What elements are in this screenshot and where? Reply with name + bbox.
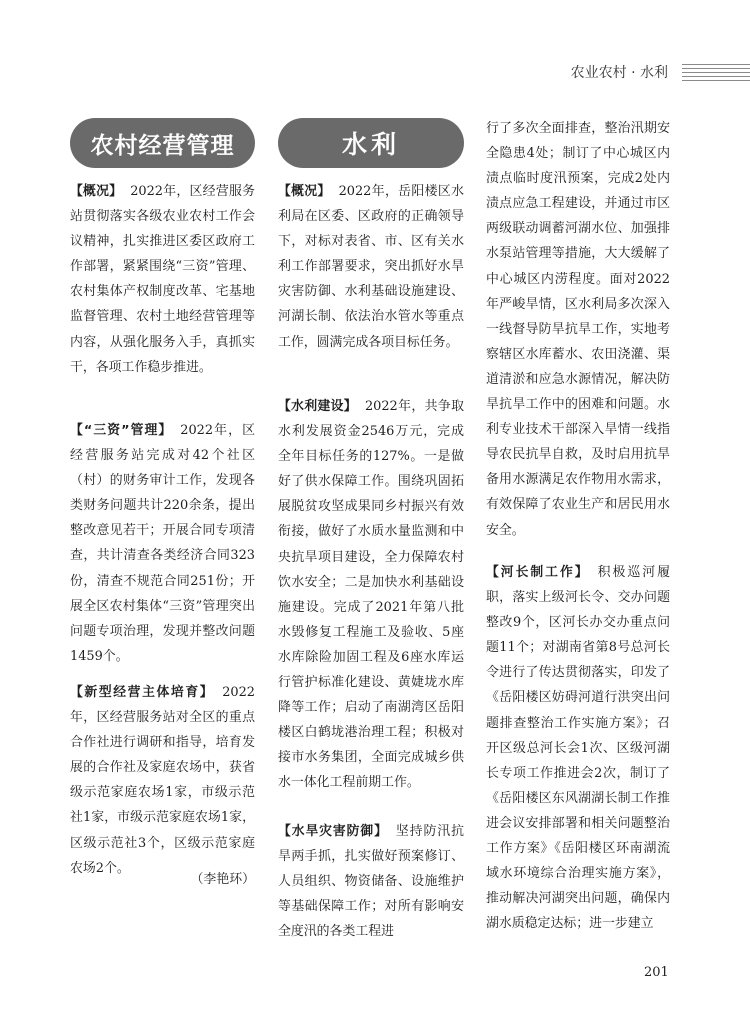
section-title-water: 水利: [278, 118, 464, 168]
water-construction-text: 2022年，共争取水利发展资金2546万元，完成全年目标任务的127%。一是做好了供水保障工作。围绕巩固拓展脱贫攻坚成果同乡村振兴有效衔接，做好了水质水量监测和中央抗旱项目建设，全力保障农村饮水安全；二是加快水利基础设施建设。完成了2021年第八批水毁修复工程施工及验收、5座水库除险加固工程及6座水库运行管护标准化建设、黄婕垅水库降等工作；启动了南湖湾区岳阳楼区白鹤垅港治理工程；积极对接市水务集团，全面完成城乡供水一体化工程前期工作。: [278, 399, 464, 791]
water-overview-text: 2022年，岳阳楼区水利局在区委、区政府的正确领导下，对标对表省、市、区有关水利工作部署要求，突出抓好水旱灾害防御、水利基础设施建设、河湖长制、依法治水管水等重点工作，圆满完成各项目标任务。: [278, 184, 464, 350]
river-chief-paragraph: [486, 560, 670, 936]
water-construction-heading: 【水利建设】: [278, 399, 357, 414]
rural-overview-heading: 【概况】: [70, 184, 123, 199]
water-overview-paragraph: [278, 179, 464, 355]
disaster-prevention-heading: 【水旱灾害防御】: [278, 824, 388, 839]
three-assets-heading: 【“三资”管理】: [70, 423, 173, 438]
rural-overview-paragraph: [70, 179, 255, 380]
running-header: [0, 60, 750, 86]
water-overview-heading: 【概况】: [278, 184, 331, 199]
new-entities-heading: 【新型经营主体培育】: [70, 685, 215, 700]
river-chief-text: 积极巡河履职，落实上级河长令、交办问题整改9个，区河长办交办重点问题11个；对湖南省第8号总河长令进行了传达贯彻落实，印发了《岳阳楼区妨碍河道行洪突出问题排查整治工作实施方案》；召开区级总河长会1次、区级河湖长专项工作推进会2次，制订了《岳阳楼区东风湖湖长制工作推进会议安排部署和相关问题整治工作方案》《岳阳楼区环南湖流域水环境综合治理实施方案》，推动解决河湖突出问题，确保内湖水质稳定达标；进一步建立: [486, 565, 671, 932]
new-entities-paragraph: [70, 680, 255, 881]
rural-overview-text: 2022年，区经营服务站贯彻落实各级农业农村工作会议精神，扎实推进区委区政府工作部署，紧紧围绕“三资”管理、农村集体产权制度改革、宅基地监督管理、农村土地经营管理等内容，从强化服务入手，真抓实干，各项工作稳步推进。: [70, 184, 256, 375]
disaster-prevention-continued: [486, 116, 670, 543]
disaster-prevention-text-end: 行了多次全面排查，整治汛期安全隐患4处；制订了中心城区内渍点临时度汛预案，完成2处内渍点应急工程建设，并通过市区两级联动调蓄河湖水位、加强排水泵站管理等措施，大大缓解了中心城区内涝程度。面对2022年严峻旱情，区水利局多次深入一线督导防旱抗旱工作，实地考察辖区水库蓄水、农田浇灌、渠道清淤和应急水源情况，解决防旱抗旱工作中的困难和问题。水利专业技术干部深入旱情一线指导农民抗旱自救，及时启用抗旱备用水源满足农作物用水需求，有效保障了农业生产和居民用水安全。: [486, 121, 670, 538]
water-construction-paragraph: [278, 394, 464, 796]
header-rule-decoration: [682, 64, 750, 84]
section-title-rural-management: 农村经营管理: [70, 118, 255, 168]
disaster-prevention-text-start: 坚持防汛抗旱两手抓，扎实做好预案修订、人员组织、物资储备、设施维护等基础保障工作；对所有影响安全度汛的各类工程进: [278, 824, 465, 940]
author-signature: （李艳环）: [190, 872, 255, 887]
disaster-prevention-paragraph: [278, 819, 464, 944]
three-assets-paragraph: [70, 418, 255, 669]
new-entities-text: 2022年，区经营服务站对全区的重点合作社进行调研和指导，培育发展的合作社及家庭农场中，获省级示范家庭农场1家，市级示范社1家，市级示范家庭农场1家，区级示范社3个，区级示范家庭农场2个。: [70, 685, 255, 876]
running-header-title: 农业农村 · 水利: [570, 65, 668, 81]
river-chief-heading: 【河长制工作】: [486, 565, 590, 580]
three-assets-text: 2022年，区经营服务站完成对42个社区（村）的财务审计工作，发现各类财务问题共计220余条，提出整改意见若干；开展合同专项清查，共计清查各类经济合同323份，清查不规范合同251份；开展全区农村集体“三资”管理突出问题专项治理，发现并整改问题1459个。: [70, 423, 255, 664]
page-number: 201: [644, 965, 669, 980]
